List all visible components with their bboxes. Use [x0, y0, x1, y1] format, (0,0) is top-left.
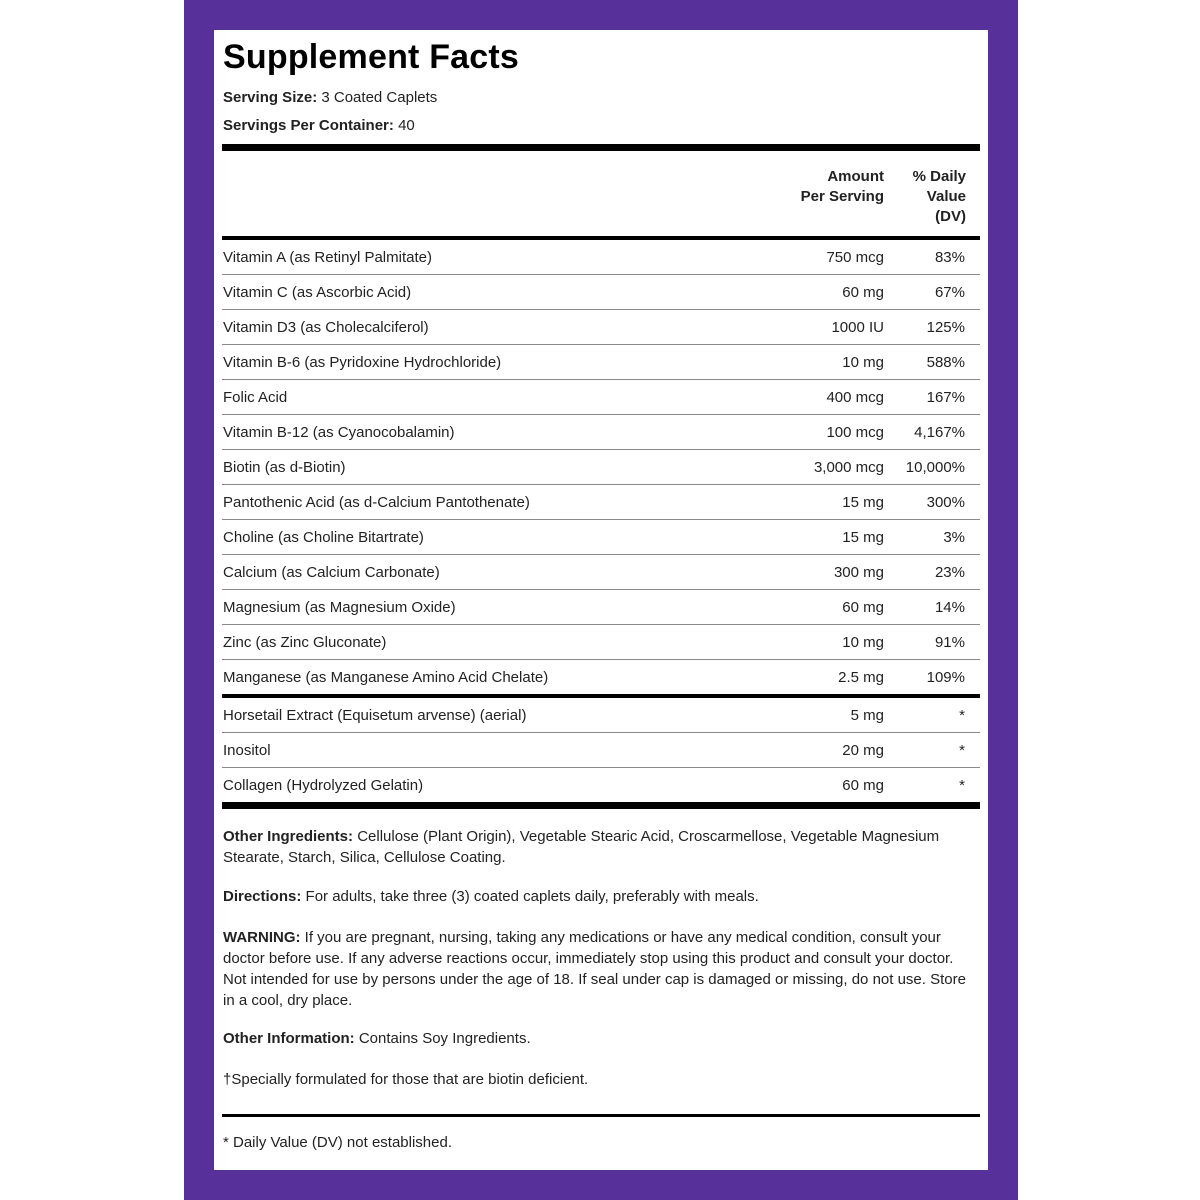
- other-information: [223, 1028, 975, 1049]
- nutrient-name: Vitamin B-6 (as Pyridoxine Hydrochloride): [223, 354, 502, 371]
- nutrient-amount: 300 mg: [833, 564, 884, 581]
- nutrient-name: Vitamin A (as Retinyl Palmitate): [223, 249, 432, 266]
- table-row: [222, 240, 980, 275]
- other-information-label: Other Information:: [223, 1030, 355, 1047]
- nutrient-daily-value: 4,167%: [914, 424, 965, 441]
- footnote-rule: [222, 1114, 980, 1117]
- nutrient-name: Inositol: [223, 742, 271, 759]
- warning-text: If you are pregnant, nursing, taking any medications or have any medical condition, consult your doctor before use. If any adverse reactions occur, immediately stop using this product and consult your doctor. Not intended for use by persons under the age of 18. If seal under cap is damaged or missing, do not use. Store in a cool, dry place.: [223, 929, 966, 1009]
- nutrient-daily-value: 67%: [934, 284, 965, 301]
- nutrient-amount: 15 mg: [842, 494, 884, 511]
- dv-header-line: % Daily: [912, 168, 966, 185]
- serving-size-value: 3 Coated Caplets: [321, 89, 438, 106]
- nutrient-amount: 1000 IU: [831, 319, 884, 336]
- nutrient-amount: 100 mcg: [826, 424, 884, 441]
- servings-per-container: [223, 117, 415, 134]
- other-ingredients: [223, 826, 975, 868]
- top-rule: [222, 144, 980, 151]
- nutrient-name: Magnesium (as Magnesium Oxide): [223, 599, 456, 616]
- table-row: [222, 485, 980, 520]
- directions-text: For adults, take three (3) coated caplets daily, preferably with meals.: [305, 888, 759, 905]
- other-information-text: Contains Soy Ingredients.: [358, 1030, 531, 1047]
- table-row: [222, 450, 980, 485]
- dv-header-line: (DV): [935, 208, 966, 225]
- amount-header: [801, 167, 884, 207]
- nutrient-amount: 60 mg: [842, 599, 884, 616]
- servings-per-container-value: 40: [398, 117, 415, 134]
- nutrient-name: Choline (as Choline Bitartrate): [223, 529, 424, 546]
- amount-header-line: Per Serving: [800, 188, 884, 205]
- table-row: [222, 520, 980, 555]
- directions-label: Directions:: [223, 888, 302, 905]
- nutrient-daily-value: 14%: [934, 599, 965, 616]
- nutrient-daily-value: 83%: [934, 249, 965, 266]
- table-row: [222, 698, 980, 733]
- nutrient-daily-value: 588%: [926, 354, 965, 371]
- table-row: [222, 555, 980, 590]
- table-row: [222, 345, 980, 380]
- table-row: [222, 380, 980, 415]
- table-row: [222, 590, 980, 625]
- nutrient-name: Biotin (as d-Biotin): [223, 459, 346, 476]
- nutrient-amount: 750 mcg: [826, 249, 884, 266]
- warning-label: WARNING:: [223, 929, 301, 946]
- nutrient-name: Zinc (as Zinc Gluconate): [223, 634, 387, 651]
- nutrient-daily-value: *: [959, 777, 965, 794]
- nutrient-amount: 60 mg: [842, 284, 884, 301]
- nutrient-daily-value: 300%: [926, 494, 965, 511]
- nutrient-name: Vitamin B-12 (as Cyanocobalamin): [223, 424, 455, 441]
- nutrient-name: Pantothenic Acid (as d-Calcium Pantothenate): [223, 494, 530, 511]
- other-ingredients-text: Cellulose (Plant Origin), Vegetable Stearic Acid, Croscarmellose, Vegetable Magnesium Stearate, Starch, Silica, Cellulose Coating.: [223, 828, 940, 866]
- servings-per-container-label: Servings Per Container:: [223, 117, 394, 134]
- nutrient-amount: 20 mg: [842, 742, 884, 759]
- page-title: Supplement Facts: [223, 38, 520, 76]
- nutrient-daily-value: 167%: [926, 389, 965, 406]
- daily-value-header: [913, 167, 966, 227]
- nutrient-amount: 3,000 mcg: [813, 459, 884, 476]
- amount-header-line: Amount: [827, 168, 884, 185]
- nutrient-daily-value: 91%: [934, 634, 965, 651]
- dv-header-line: Value: [926, 188, 966, 205]
- serving-size: [223, 89, 437, 106]
- nutrient-amount: 60 mg: [842, 777, 884, 794]
- nutrient-name: Vitamin D3 (as Cholecalciferol): [223, 319, 429, 336]
- table-row: [222, 733, 980, 768]
- dagger-note: †Specially formulated for those that are biotin deficient.: [223, 1071, 589, 1088]
- nutrient-amount: 10 mg: [842, 634, 884, 651]
- nutrient-amount: 15 mg: [842, 529, 884, 546]
- nutrient-daily-value: 125%: [926, 319, 965, 336]
- nutrient-name: Folic Acid: [223, 389, 288, 406]
- table-row: [222, 275, 980, 310]
- nutrient-name: Collagen (Hydrolyzed Gelatin): [223, 777, 424, 794]
- table-row: [222, 310, 980, 345]
- table-row: [222, 660, 980, 695]
- nutrient-name: Vitamin C (as Ascorbic Acid): [223, 284, 412, 301]
- nutrient-amount: 400 mcg: [826, 389, 884, 406]
- nutrient-amount: 10 mg: [842, 354, 884, 371]
- nutrient-daily-value: 10,000%: [905, 459, 965, 476]
- nutrient-amount: 5 mg: [850, 707, 884, 724]
- table-row: [222, 625, 980, 660]
- supplement-facts-panel: [214, 30, 988, 1170]
- nutrient-daily-value: *: [959, 707, 965, 724]
- nutrient-daily-value: 109%: [926, 669, 965, 686]
- nutrient-name: Horsetail Extract (Equisetum arvense) (aerial): [223, 707, 527, 724]
- nutrient-amount: 2.5 mg: [838, 669, 884, 686]
- nutrient-daily-value: 23%: [934, 564, 965, 581]
- warning: [223, 927, 975, 1011]
- other-ingredients-label: Other Ingredients:: [223, 828, 354, 845]
- bottom-rule: [222, 802, 980, 809]
- footnote: * Daily Value (DV) not established.: [223, 1134, 452, 1151]
- nutrient-name: Calcium (as Calcium Carbonate): [223, 564, 440, 581]
- table-row: [222, 415, 980, 450]
- nutrient-daily-value: *: [959, 742, 965, 759]
- directions: [223, 886, 975, 907]
- table-row: [222, 768, 980, 803]
- serving-size-label: Serving Size:: [223, 89, 318, 106]
- nutrient-name: Manganese (as Manganese Amino Acid Chelate): [223, 669, 549, 686]
- nutrient-daily-value: 3%: [943, 529, 965, 546]
